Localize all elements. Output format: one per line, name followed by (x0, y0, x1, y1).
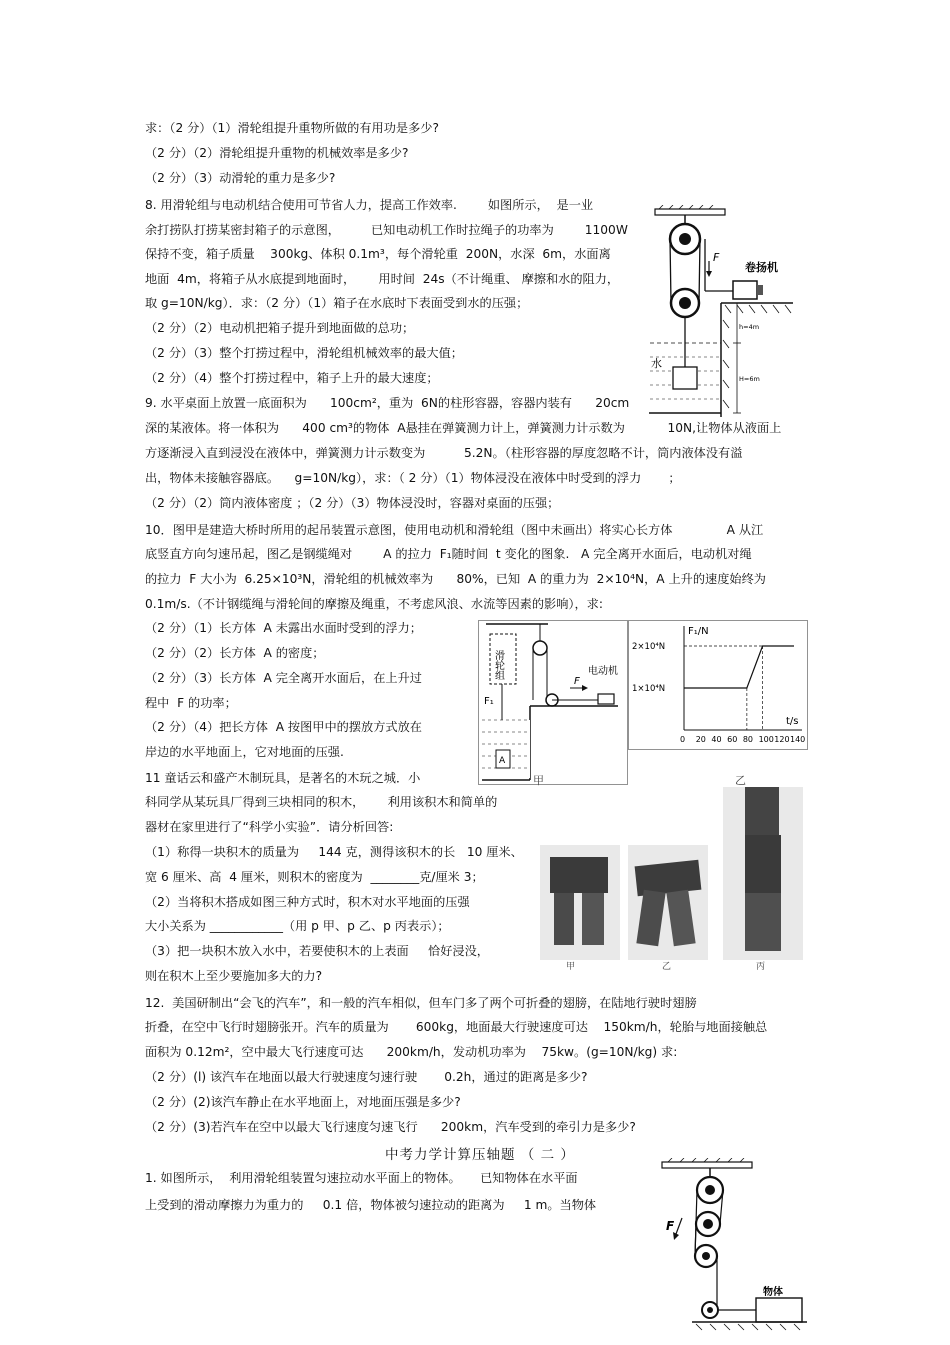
caption-block-yi: 乙 (662, 962, 672, 972)
object-label: 物体 (763, 1287, 783, 1298)
text-line: （2 分）（2）电动机把箱子提升到地面做的总功； (145, 321, 415, 335)
text-line: 方逐渐浸入直到浸没在液体中，弹簧测力计示数变为 5.2N。（柱形容器的厚度忽略不计，筒内液体没有溢 (145, 446, 743, 460)
text-line: 12. 美国研制出“会飞的汽车”，和一般的汽车相似，但车门多了两个可折叠的翅膀，在陆地行驶时翅膀 (145, 996, 697, 1010)
text-line: 岸边的水平地面上，它对地面的压强. (145, 745, 344, 759)
caption-block-jia: 甲 (566, 962, 576, 972)
text-line: 科同学从某玩具厂得到三块相同的积木， 利用该积木和简单的 (145, 795, 498, 809)
text-line: 的拉力 F 大小为 6.25×10³N，滑轮组的机械效率为 80%，已知 A 的重力为 2×10⁴N，A 上升的速度始终为 (145, 572, 766, 586)
section-title: 中考力学计算压轴题 （ 二 ） (385, 1147, 575, 1163)
text-line: 1. 如图所示， 利用滑轮组装置匀速拉动水平面上的物体。 已知物体在水平面 (145, 1171, 578, 1185)
text-line: 器材在家里进行了“科学小实验”．请分析回答: (145, 820, 394, 834)
text-line: （2 分）(3)若汽车在空中以最大飞行速度匀速飞行 200km，汽车受到的牵引力是多少? (145, 1120, 636, 1134)
text-line: （1）称得一块积木的质量为 144 克，测得该积木的长 10 厘米、 (145, 845, 523, 859)
pull-force-label: F (666, 1219, 675, 1233)
text-line: （2 分）（4）整个打捞过程中，箱子上升的最大速度； (145, 371, 439, 385)
text-line: 求：（2 分）（1）滑轮组提升重物所做的有用功是多少? (145, 121, 439, 135)
chart-y-title: F₁/N (688, 626, 709, 637)
chart-y-tick-label: 1×10⁴N (632, 684, 666, 694)
text-line: （2 分）(2)该汽车静止在水平地面上，对地面压强是多少? (145, 1095, 461, 1109)
text-line: 8. 用滑轮组与电动机结合使用可节省人力，提高工作效率. 如图所示， 是一业 (145, 198, 594, 212)
text-line: 11 童话云和盛产木制玩具，是著名的木玩之城．小 (145, 771, 421, 785)
text-line: （2 分）（3）动滑轮的重力是多少? (145, 171, 336, 185)
text-line: 底竖直方向匀速吊起，图乙是钢缆绳对 A 的拉力 F₁随时间 t 变化的图象. A 完全离开水面后，电动机对绳 (145, 547, 752, 561)
chart-x-tick-label: 60 (727, 735, 738, 744)
crane-diagram (478, 620, 628, 785)
text-line: 0.1m/s.（不计钢缆绳与滑轮间的摩擦及绳重，不考虑风浪、水流等因素的影响），求: (145, 597, 603, 611)
pulley-box-label: 滑轮组 (492, 650, 504, 680)
motor-label: 电动机 (588, 666, 618, 677)
text-line: 余打捞队打捞某密封箱子的示意图， 已知电动机工作时拉绳子的功率为 1100W (145, 223, 628, 237)
force-time-chart (628, 620, 808, 750)
text-line: 面积为 0.12m²，空中最大飞行速度可达 200km/h，发动机功率为 75kw。(g=10N/kg) 求: (145, 1045, 678, 1059)
crane-force-label: F (574, 676, 580, 687)
text-line: 则在积木上至少要施加多大的力? (145, 969, 323, 983)
winch-label: 卷扬机 (745, 261, 778, 274)
horizontal-pulley-diagram (652, 1158, 812, 1340)
photo-bing (723, 787, 803, 960)
text-line: （2 分）（3）整个打捞过程中，滑轮组机械效率的最大值； (145, 346, 463, 360)
text-line: 保持不变，箱子质量 300kg、体积 0.1m³，每个滑轮重 200N，水深 6m，水面离 (145, 247, 611, 261)
text-line: 大小关系为 ____________（用 p 甲、p 乙、p 丙表示）； (145, 919, 450, 933)
height-label-H: H=6m (739, 375, 760, 383)
chart-x-tick-label: 100 (758, 735, 774, 744)
chart-x-title: t/s (786, 716, 799, 727)
text-line: （3）把一块积木放入水中，若要使积木的上表面 恰好浸没， (145, 944, 489, 958)
text-line: （2）当将积木搭成如图三种方式时，积木对水平地面的压强 (145, 895, 470, 909)
text-line: （2 分）（1）长方体 A 未露出水面时受到的浮力； (145, 621, 422, 635)
height-label-h: h=4m (739, 323, 760, 331)
text-line: 深的某液体。将一体积为 400 cm³的物体 A悬挂在弹簧测力计上，弹簧测力计示数为 10N,让物体从液面上 (145, 421, 782, 435)
text-line: （2 分）（3）长方体 A 完全离开水面后，在上升过 (145, 671, 422, 685)
text-line: 9. 水平桌面上放置一底面积为 100cm²，重为 6N的柱形容器，容器内装有 20cm (145, 396, 630, 410)
chart-x-tick-label: 80 (742, 735, 754, 744)
text-line: 程中 F 的功率； (145, 696, 237, 710)
blocks-photos (538, 787, 805, 970)
text-line: 取 g=10N/kg）．求：（2 分）（1）箱子在水底时下表面受到水的压强； (145, 296, 529, 310)
force-label: F (713, 251, 720, 264)
text-line: 出，物体未接触容器底。 g=10N/kg），求：（ 2 分）（1）物体浸没在液体中时受到的浮力 ； (145, 471, 681, 485)
text-line: 地面 4m，将箱子从水底提到地面时， 用时间 24s（不计绳重、 摩擦和水的阻力， (145, 272, 620, 286)
caption-jia: 甲 (533, 774, 544, 787)
text-line: 宽 6 厘米、高 4 厘米，则积木的密度为 ________克/厘米 3； (145, 870, 484, 884)
photo-yi (628, 845, 708, 960)
text-line: （2 分）（4）把长方体 A 按图甲中的摆放方式放在 (145, 720, 422, 734)
chart-x-tick-label: 0 (680, 735, 686, 744)
text-line: （2 分）（2）滑轮组提升重物的机械效率是多少? (145, 146, 409, 160)
f1-label: F₁ (484, 696, 494, 707)
caption-block-bing: 丙 (756, 962, 766, 972)
block-a-label: A (499, 756, 506, 766)
text-line: 折叠，在空中飞行时翅膀张开。汽车的质量为 600kg，地面最大行驶速度可达 150km/h，轮胎与地面接触总 (145, 1020, 768, 1034)
chart-x-tick-label: 20 (695, 735, 706, 744)
caption-yi: 乙 (735, 774, 746, 787)
text-line: （2 分）（2）筒内液体密度 ；（2 分）（3）物体浸没时，容器对桌面的压强； (145, 496, 560, 510)
chart-x-tick-label: 140 (790, 735, 806, 744)
winch-pulley-diagram (645, 205, 795, 420)
chart-y-tick-label: 2×10⁴N (632, 642, 666, 652)
chart-x-tick-label: 120 (774, 735, 790, 744)
photo-jia (540, 845, 620, 960)
water-label: 水 (651, 357, 662, 370)
text-line: 上受到的滑动摩擦力为重力的 0.1 倍，物体被匀速拉动的距离为 1 m。当物体 (145, 1198, 597, 1212)
text-line: （2 分）（2）长方体 A 的密度； (145, 646, 325, 660)
chart-x-tick-label: 40 (711, 735, 722, 744)
text-line: （2 分）(l) 该汽车在地面以最大行驶速度匀速行驶 0.2h，通过的距离是多少? (145, 1070, 588, 1084)
text-line: 10．图甲是建造大桥时所用的起吊装置示意图，使用电动机和滑轮组（图中未画出）将实心长方体 A 从江 (145, 523, 764, 537)
